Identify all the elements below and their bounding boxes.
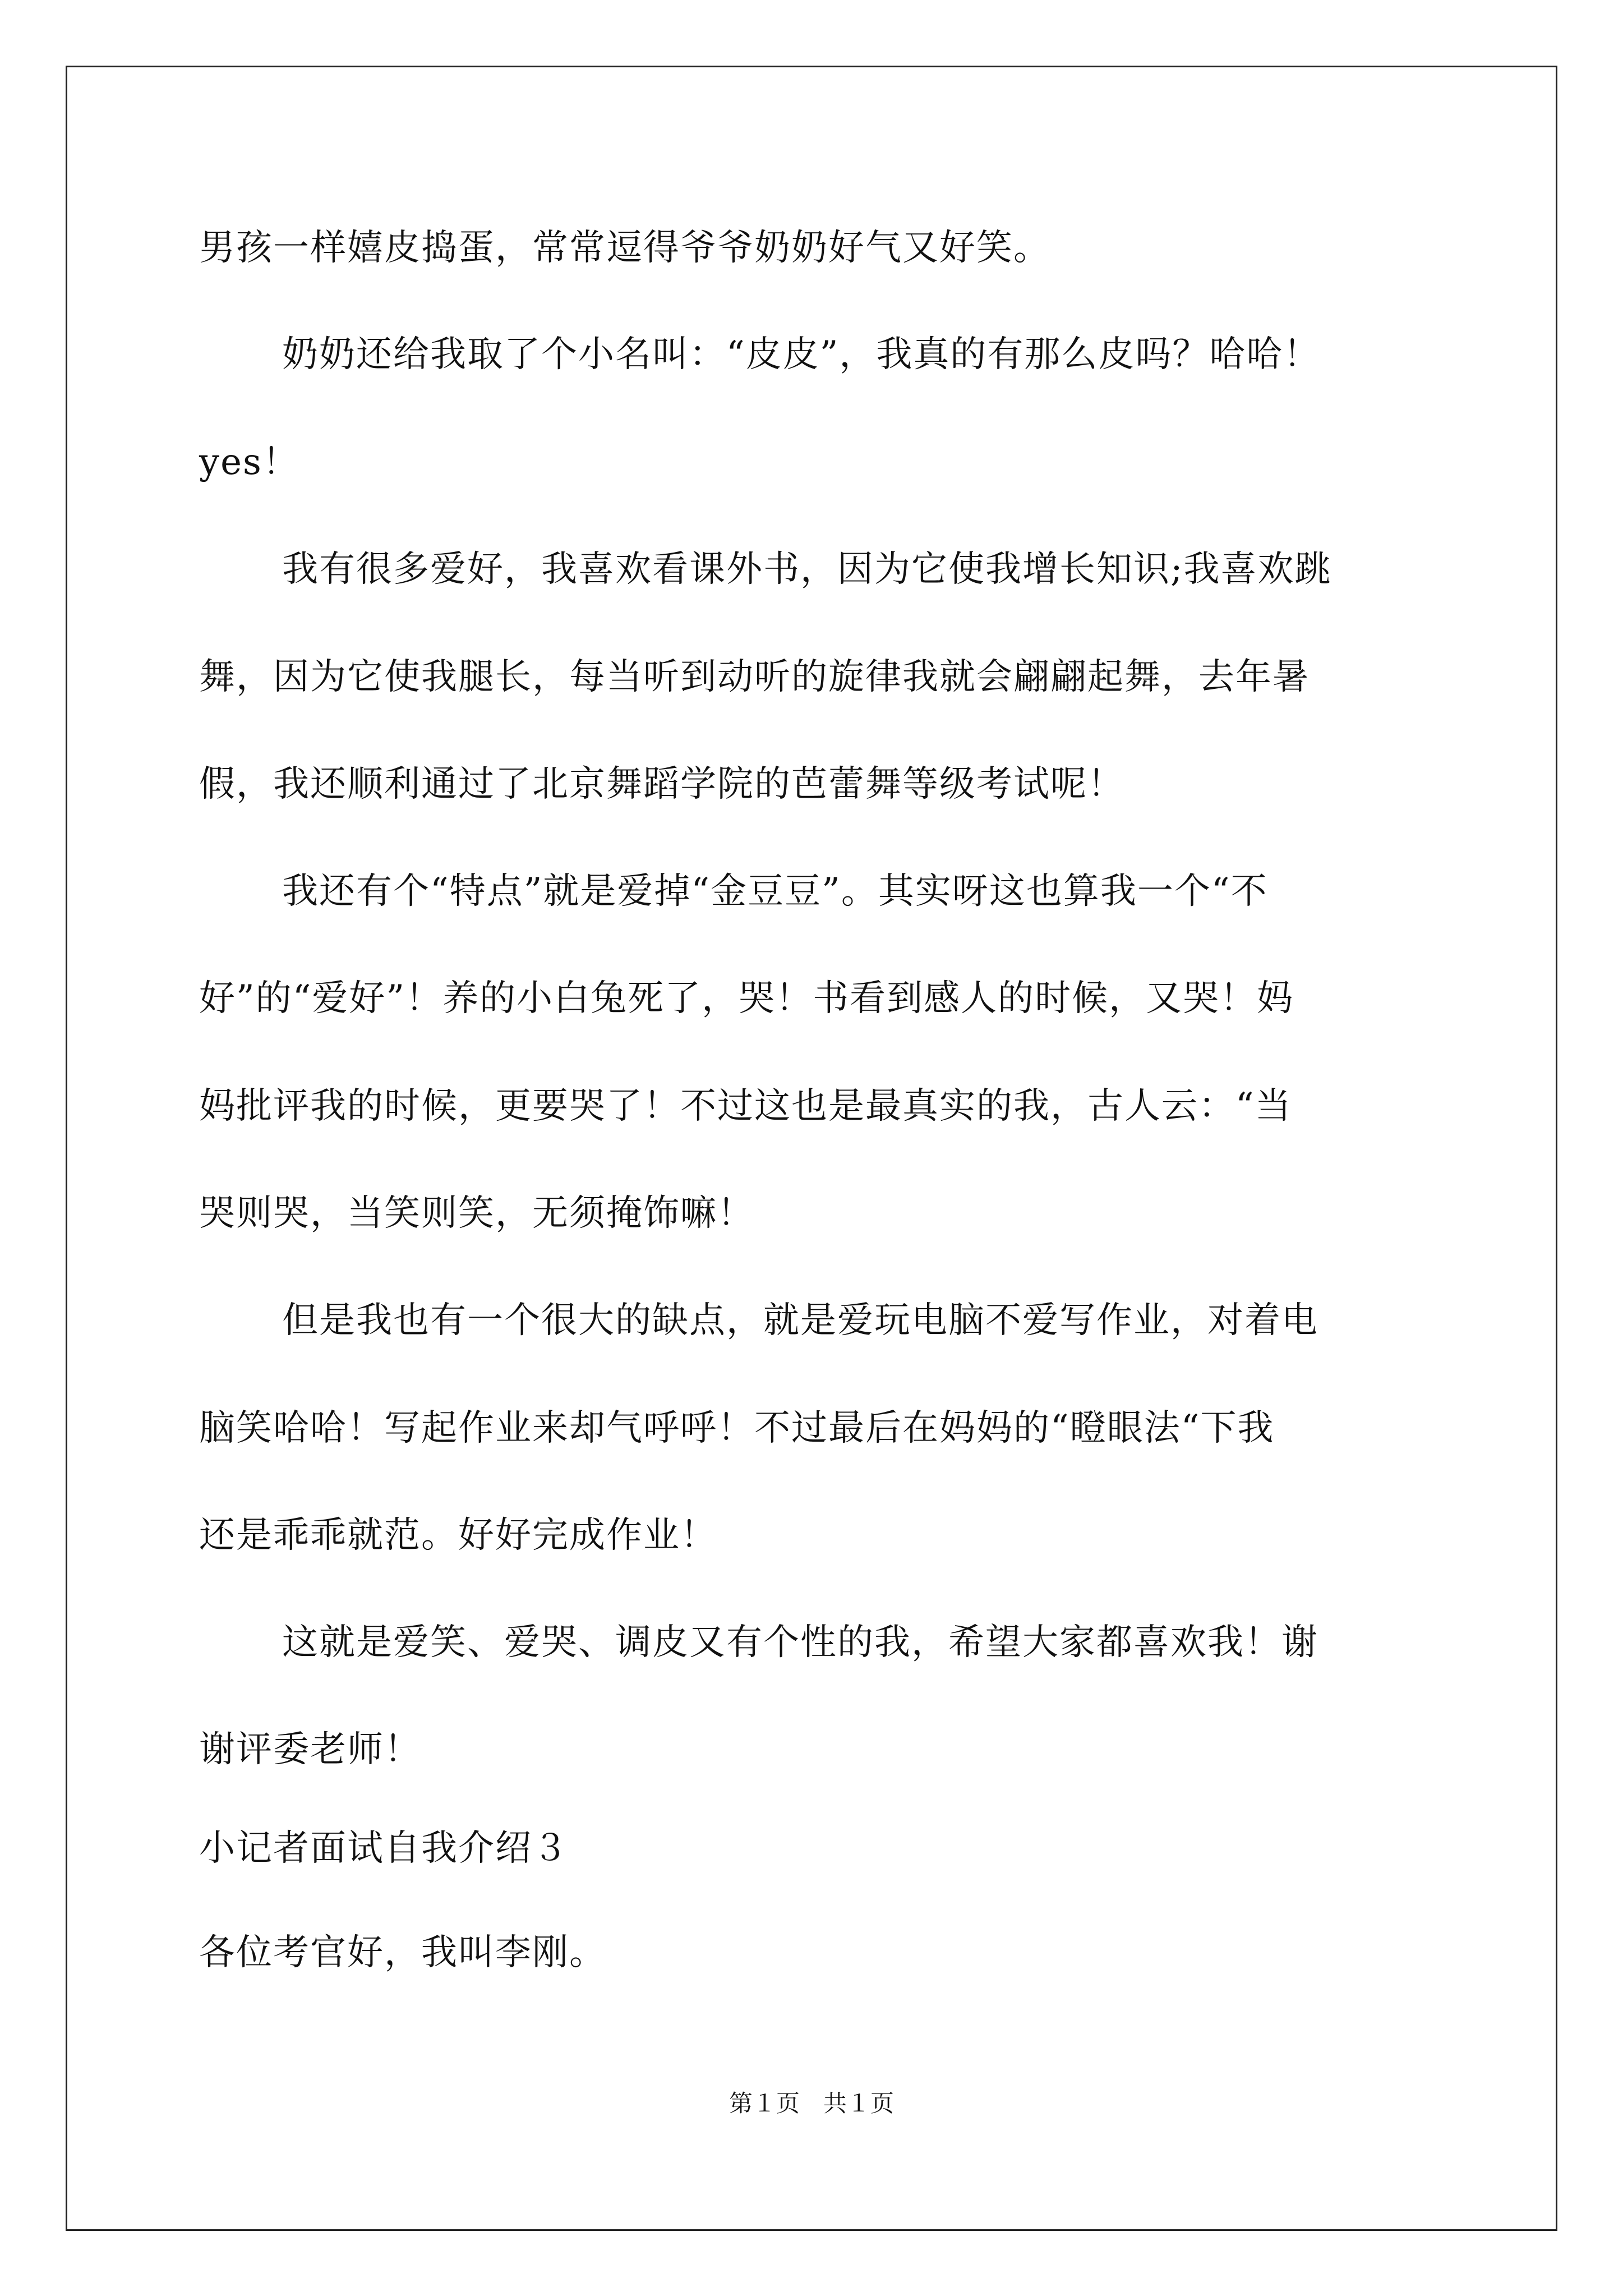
text-line: 谢评委老师！ xyxy=(199,1729,421,1770)
text-line: 还是乖乖就范。好好完成作业！ xyxy=(199,1515,717,1556)
text-line: 我还有个“特点”就是爱掉“金豆豆”。其实呀这也算我一个“不 xyxy=(282,871,1268,912)
text-line: 妈批评我的时候，更要哭了！不过这也是最真实的我，古人云：“当 xyxy=(199,1085,1292,1127)
text-line: 我有很多爱好，我喜欢看课外书，因为它使我增长知识;我喜欢跳 xyxy=(282,549,1332,590)
text-line: 男孩一样嬉皮捣蛋，常常逗得爷爷奶奶好气又好笑。 xyxy=(199,227,1050,269)
text-line: 好”的“爱好”！养的小白兔死了，哭！书看到感人的时候，又哭！妈 xyxy=(199,978,1294,1019)
text-line: 假，我还顺利通过了北京舞蹈学院的芭蕾舞等级考试呢！ xyxy=(199,763,1124,805)
text-line: 哭则哭，当笑则笑，无须掩饰嘛！ xyxy=(199,1193,754,1234)
text-line: 各位考官好，我叫李刚。 xyxy=(199,1932,606,1973)
page-border xyxy=(66,66,1557,2231)
text-line: 奶奶还给我取了个小名叫：“皮皮”，我真的有那么皮吗？哈哈！ xyxy=(282,334,1321,375)
text-line: 但是我也有一个很大的缺点，就是爱玩电脑不爱写作业，对着电 xyxy=(282,1300,1318,1341)
text-line: yes！ xyxy=(199,441,299,483)
text-line: 脑笑哈哈！写起作业来却气呼呼！不过最后在妈妈的“瞪眼法“下我 xyxy=(199,1407,1275,1449)
page-footer: 第１页 共１页 xyxy=(728,2090,894,2117)
section-heading: 小记者面试自我介绍３ xyxy=(199,1828,569,1869)
text-line: 这就是爱笑、爱哭、调皮又有个性的我，希望大家都喜欢我！谢 xyxy=(282,1622,1318,1663)
text-line: 舞，因为它使我腿长，每当听到动听的旋律我就会翩翩起舞，去年暑 xyxy=(199,656,1310,698)
